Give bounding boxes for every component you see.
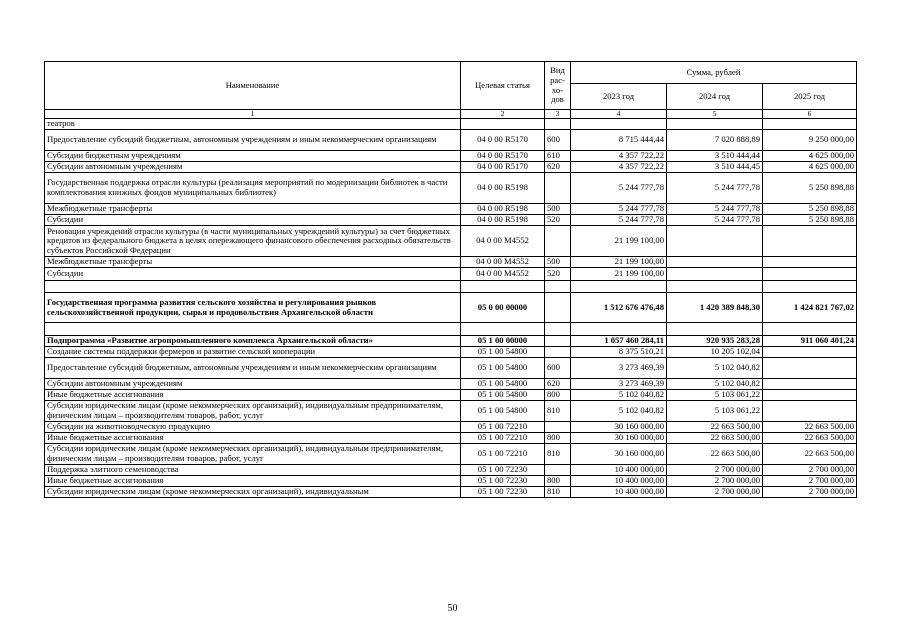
row-expense-type xyxy=(545,465,571,476)
row-target-article: 04 0 00 R5198 xyxy=(461,173,545,204)
row-target-article: 05 1 00 54800 xyxy=(461,347,545,358)
row-amount-2024 xyxy=(667,226,763,257)
row-amount-2025 xyxy=(763,226,857,257)
row-amount-2023: 21 199 100,00 xyxy=(571,268,667,281)
row-amount-2024: 22 663 500,00 xyxy=(667,433,763,444)
row-amount-2025 xyxy=(763,401,857,422)
row-amount-2024 xyxy=(667,323,763,336)
row-amount-2023: 5 244 777,78 xyxy=(571,215,667,226)
row-amount-2023: 21 199 100,00 xyxy=(571,257,667,268)
row-expense-type: 800 xyxy=(545,390,571,401)
row-target-article: 05 1 00 54800 xyxy=(461,379,545,390)
row-target-article: 05 0 00 00000 xyxy=(461,293,545,323)
row-amount-2023: 4 357 722,22 xyxy=(571,162,667,173)
row-target-article xyxy=(461,323,545,336)
table-row xyxy=(45,347,857,358)
table-row xyxy=(45,204,857,215)
row-amount-2023 xyxy=(571,323,667,336)
row-amount-2025: 2 700 000,00 xyxy=(763,465,857,476)
header-expense-type: Вид рас-хо-дов xyxy=(545,62,571,110)
header-year-2024: 2024 год xyxy=(667,84,763,110)
budget-table xyxy=(44,61,857,498)
row-target-article: 05 1 00 72230 xyxy=(461,487,545,498)
table-row xyxy=(45,119,857,130)
table-row xyxy=(45,336,857,347)
row-expense-type xyxy=(545,119,571,130)
row-name: Субсидии автономным учреждениям xyxy=(45,162,461,173)
row-amount-2025: 1 424 821 767,02 xyxy=(763,293,857,323)
table-row xyxy=(45,215,857,226)
row-amount-2025: 5 250 898,88 xyxy=(763,204,857,215)
column-number: 4 xyxy=(571,110,667,119)
header-year-2025: 2025 год xyxy=(763,84,857,110)
table-row xyxy=(45,162,857,173)
row-amount-2024: 3 510 444,44 xyxy=(667,151,763,162)
row-expense-type: 600 xyxy=(545,130,571,151)
row-amount-2023: 5 244 777,78 xyxy=(571,173,667,204)
table-row xyxy=(45,268,857,281)
row-amount-2023: 1 057 460 284,11 xyxy=(571,336,667,347)
row-expense-type: 520 xyxy=(545,268,571,281)
row-expense-type xyxy=(545,293,571,323)
row-amount-2025 xyxy=(763,281,857,293)
row-amount-2024: 5 244 777,78 xyxy=(667,215,763,226)
row-target-article: 04 0 00 M4552 xyxy=(461,268,545,281)
row-amount-2024: 22 663 500,00 xyxy=(667,422,763,433)
table-row xyxy=(45,401,857,422)
row-name: Межбюджетные трансферты xyxy=(45,204,461,215)
row-name: Иные бюджетные ассигнования xyxy=(45,390,461,401)
row-amount-2023: 5 102 040,82 xyxy=(571,401,667,422)
header-name: Наименование xyxy=(45,62,461,110)
row-amount-2024: 22 663 500,00 xyxy=(667,444,763,465)
table-row xyxy=(45,151,857,162)
row-amount-2023: 5 102 040,82 xyxy=(571,390,667,401)
row-amount-2025 xyxy=(763,390,857,401)
column-number: 6 xyxy=(763,110,857,119)
row-name: Субсидии бюджетным учреждениям xyxy=(45,151,461,162)
table-row xyxy=(45,433,857,444)
row-expense-type: 520 xyxy=(545,215,571,226)
row-amount-2025: 911 060 401,24 xyxy=(763,336,857,347)
page-number: 50 xyxy=(447,603,458,614)
row-expense-type: 600 xyxy=(545,358,571,379)
row-amount-2023: 10 400 000,00 xyxy=(571,487,667,498)
row-target-article: 05 1 00 54800 xyxy=(461,358,545,379)
row-amount-2023: 21 199 100,00 xyxy=(571,226,667,257)
table-body xyxy=(45,119,857,498)
row-expense-type: 810 xyxy=(545,444,571,465)
row-expense-type: 800 xyxy=(545,476,571,487)
row-name: Субсидии юридическим лицам (кроме некоммерческих организаций), индивидуальным предпринимателям, физическим лицам – производителям товаров, работ, услуг xyxy=(45,444,461,465)
row-amount-2023: 10 400 000,00 xyxy=(571,476,667,487)
row-target-article: 05 1 00 72210 xyxy=(461,433,545,444)
row-name: Предоставление субсидий бюджетным, автономным учреждениям и иным некоммерческим организациям xyxy=(45,358,461,379)
row-amount-2024 xyxy=(667,268,763,281)
row-name: Межбюджетные трансферты xyxy=(45,257,461,268)
row-name: театров xyxy=(45,119,461,130)
row-amount-2025: 22 663 500,00 xyxy=(763,433,857,444)
row-name: Реновация учреждений отрасли культуры (в части муниципальных учреждений культуры) за счет бюджетных кредитов из федерального бюджета в целях опережающего финансового обеспечения расходных обязательств субъектов Российской Федерации xyxy=(45,226,461,257)
row-target-article: 04 0 00 R5198 xyxy=(461,204,545,215)
row-target-article: 04 0 00 M4552 xyxy=(461,226,545,257)
row-expense-type: 810 xyxy=(545,401,571,422)
column-number: 2 xyxy=(461,110,545,119)
table-row xyxy=(45,130,857,151)
row-amount-2025 xyxy=(763,119,857,130)
row-amount-2023: 8 715 444,44 xyxy=(571,130,667,151)
column-number-row xyxy=(45,110,857,119)
row-target-article: 04 0 00 M4552 xyxy=(461,257,545,268)
row-amount-2024: 920 935 283,28 xyxy=(667,336,763,347)
row-expense-type: 620 xyxy=(545,379,571,390)
row-amount-2023: 1 512 676 476,48 xyxy=(571,293,667,323)
row-target-article xyxy=(461,119,545,130)
row-amount-2024 xyxy=(667,119,763,130)
row-amount-2024: 1 420 389 848,30 xyxy=(667,293,763,323)
column-number: 5 xyxy=(667,110,763,119)
row-amount-2024: 2 700 000,00 xyxy=(667,476,763,487)
row-name xyxy=(45,281,461,293)
row-expense-type: 610 xyxy=(545,151,571,162)
row-amount-2023: 3 273 469,39 xyxy=(571,379,667,390)
table-row xyxy=(45,379,857,390)
row-amount-2024: 2 700 000,00 xyxy=(667,487,763,498)
row-expense-type: 810 xyxy=(545,487,571,498)
row-amount-2025: 4 625 000,00 xyxy=(763,151,857,162)
row-amount-2025 xyxy=(763,257,857,268)
row-amount-2024: 5 102 040,82 xyxy=(667,379,763,390)
table-row xyxy=(45,465,857,476)
row-amount-2025 xyxy=(763,323,857,336)
row-amount-2023: 4 357 722,22 xyxy=(571,151,667,162)
row-amount-2024: 5 103 061,22 xyxy=(667,401,763,422)
row-expense-type: 500 xyxy=(545,257,571,268)
row-amount-2025: 22 663 500,00 xyxy=(763,422,857,433)
row-name: Иные бюджетные ассигнования xyxy=(45,476,461,487)
row-amount-2024 xyxy=(667,257,763,268)
header-year-2023: 2023 год xyxy=(571,84,667,110)
row-amount-2024: 2 700 000,00 xyxy=(667,465,763,476)
row-amount-2025 xyxy=(763,358,857,379)
table-row xyxy=(45,257,857,268)
row-target-article xyxy=(461,281,545,293)
row-target-article: 05 1 00 54800 xyxy=(461,390,545,401)
table-row xyxy=(45,422,857,433)
row-expense-type xyxy=(545,173,571,204)
row-amount-2024: 5 102 040,82 xyxy=(667,358,763,379)
row-expense-type: 620 xyxy=(545,162,571,173)
column-number: 3 xyxy=(545,110,571,119)
row-name: Государственная программа развития сельского хозяйства и регулирования рынков сельскохозяйственной продукции, сырья и продовольствия Архангельской области xyxy=(45,293,461,323)
table-row xyxy=(45,323,857,336)
row-target-article: 05 1 00 72230 xyxy=(461,465,545,476)
row-amount-2024: 5 244 777,78 xyxy=(667,173,763,204)
row-amount-2025: 22 663 500,00 xyxy=(763,444,857,465)
row-amount-2024: 5 244 777,78 xyxy=(667,204,763,215)
row-name: Поддержка элитного семеноводства xyxy=(45,465,461,476)
row-target-article: 05 1 00 54800 xyxy=(461,401,545,422)
row-name: Субсидии автономным учреждениям xyxy=(45,379,461,390)
table-row xyxy=(45,293,857,323)
row-amount-2024: 10 205 102,04 xyxy=(667,347,763,358)
header-sum: Сумма, рублей xyxy=(571,62,857,84)
row-amount-2024 xyxy=(667,281,763,293)
row-amount-2023: 8 375 510,21 xyxy=(571,347,667,358)
table-row xyxy=(45,173,857,204)
row-amount-2025 xyxy=(763,379,857,390)
row-expense-type: 500 xyxy=(545,204,571,215)
table-header xyxy=(45,62,857,119)
row-amount-2025 xyxy=(763,268,857,281)
table-row xyxy=(45,444,857,465)
row-name: Государственная поддержка отрасли культуры (реализация мероприятий по модернизации библиотек в части комплектования книжных фондов муниципальных библиотек) xyxy=(45,173,461,204)
row-target-article: 04 0 00 R5170 xyxy=(461,162,545,173)
row-amount-2023: 30 160 000,00 xyxy=(571,422,667,433)
row-amount-2023: 3 273 469,39 xyxy=(571,358,667,379)
row-expense-type xyxy=(545,323,571,336)
row-amount-2023 xyxy=(571,119,667,130)
row-target-article: 05 1 00 72210 xyxy=(461,422,545,433)
row-name: Подпрограмма «Развитие агропромышленного комплекса Архангельской области» xyxy=(45,336,461,347)
table-row xyxy=(45,390,857,401)
row-name: Субсидии на животноводческую продукцию xyxy=(45,422,461,433)
row-name: Иные бюджетные ассигнования xyxy=(45,433,461,444)
row-expense-type xyxy=(545,281,571,293)
row-amount-2023: 10 400 000,00 xyxy=(571,465,667,476)
row-amount-2023 xyxy=(571,281,667,293)
row-expense-type xyxy=(545,226,571,257)
row-name: Создание системы поддержки фермеров и развитие сельской кооперации xyxy=(45,347,461,358)
row-name: Субсидии xyxy=(45,215,461,226)
row-amount-2023: 30 160 000,00 xyxy=(571,433,667,444)
row-amount-2025: 9 250 000,00 xyxy=(763,130,857,151)
row-name: Предоставление субсидий бюджетным, автономным учреждениям и иным некоммерческим организациям xyxy=(45,130,461,151)
row-amount-2025: 2 700 000,00 xyxy=(763,487,857,498)
table-row xyxy=(45,281,857,293)
row-name: Субсидии юридическим лицам (кроме некоммерческих организаций), индивидуальным предпринимателям, физическим лицам – производителям товаров, работ, услуг xyxy=(45,401,461,422)
row-amount-2025: 5 250 898,88 xyxy=(763,215,857,226)
row-name: Субсидии юридическим лицам (кроме некоммерческих организаций), индивидуальным xyxy=(45,487,461,498)
row-expense-type: 800 xyxy=(545,433,571,444)
row-amount-2025: 5 250 898,88 xyxy=(763,173,857,204)
header-target-article: Целевая статья xyxy=(461,62,545,110)
row-target-article: 04 0 00 R5170 xyxy=(461,130,545,151)
row-amount-2025: 4 625 000,00 xyxy=(763,162,857,173)
row-amount-2023: 30 160 000,00 xyxy=(571,444,667,465)
row-target-article: 05 1 00 72230 xyxy=(461,476,545,487)
row-target-article: 04 0 00 R5170 xyxy=(461,151,545,162)
row-amount-2024: 5 103 061,22 xyxy=(667,390,763,401)
row-expense-type xyxy=(545,347,571,358)
table-row xyxy=(45,226,857,257)
row-name: Субсидии xyxy=(45,268,461,281)
row-target-article: 04 0 00 R5198 xyxy=(461,215,545,226)
table-row xyxy=(45,487,857,498)
row-amount-2024: 3 510 444,45 xyxy=(667,162,763,173)
table-row xyxy=(45,476,857,487)
row-name xyxy=(45,323,461,336)
row-target-article: 05 1 00 00000 xyxy=(461,336,545,347)
row-amount-2025 xyxy=(763,347,857,358)
column-number: 1 xyxy=(45,110,461,119)
row-expense-type xyxy=(545,422,571,433)
table-row xyxy=(45,358,857,379)
row-amount-2024: 7 020 888,89 xyxy=(667,130,763,151)
row-target-article: 05 1 00 72210 xyxy=(461,444,545,465)
row-expense-type xyxy=(545,336,571,347)
row-amount-2025: 2 700 000,00 xyxy=(763,476,857,487)
row-amount-2023: 5 244 777,78 xyxy=(571,204,667,215)
